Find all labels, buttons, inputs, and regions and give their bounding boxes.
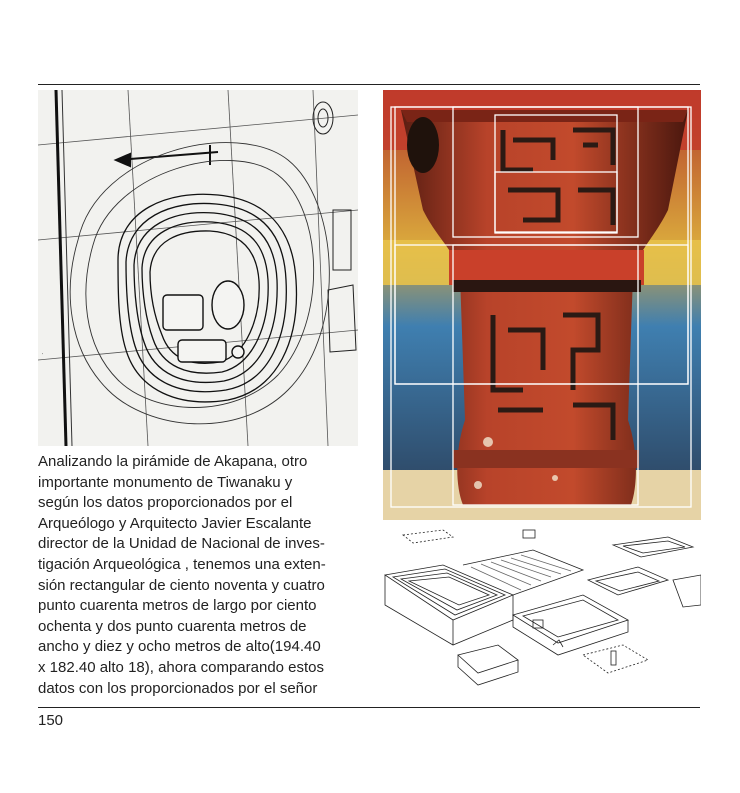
bottom-rule	[38, 707, 700, 708]
kero-vessel-photo	[383, 90, 701, 520]
body-paragraph: Analizando la pirámide de Akapana, otro importante monumento de Tiwanaku y según los datos proporcionados por el Arqueólogo y Arquitecto Javier Escalante director de la Unidad de Nacional de inves- tigación Arqueológica , tenemos una exten- sión rectangular de ciento noventa y cuatro punto cuarenta metros de largo por ciento ochenta y dos punto cuarenta metros de ancho y diez y ocho metros de alto(194.40 x 182.40 alto 18), ahora comparando estos datos con los proporcionados por el señor	[38, 453, 326, 697]
reconstruction-drawing	[383, 525, 701, 695]
top-rule	[38, 84, 700, 85]
topographic-map-image	[38, 90, 358, 446]
svg-text:·: ·	[40, 352, 47, 356]
page-number: 150	[38, 712, 64, 729]
